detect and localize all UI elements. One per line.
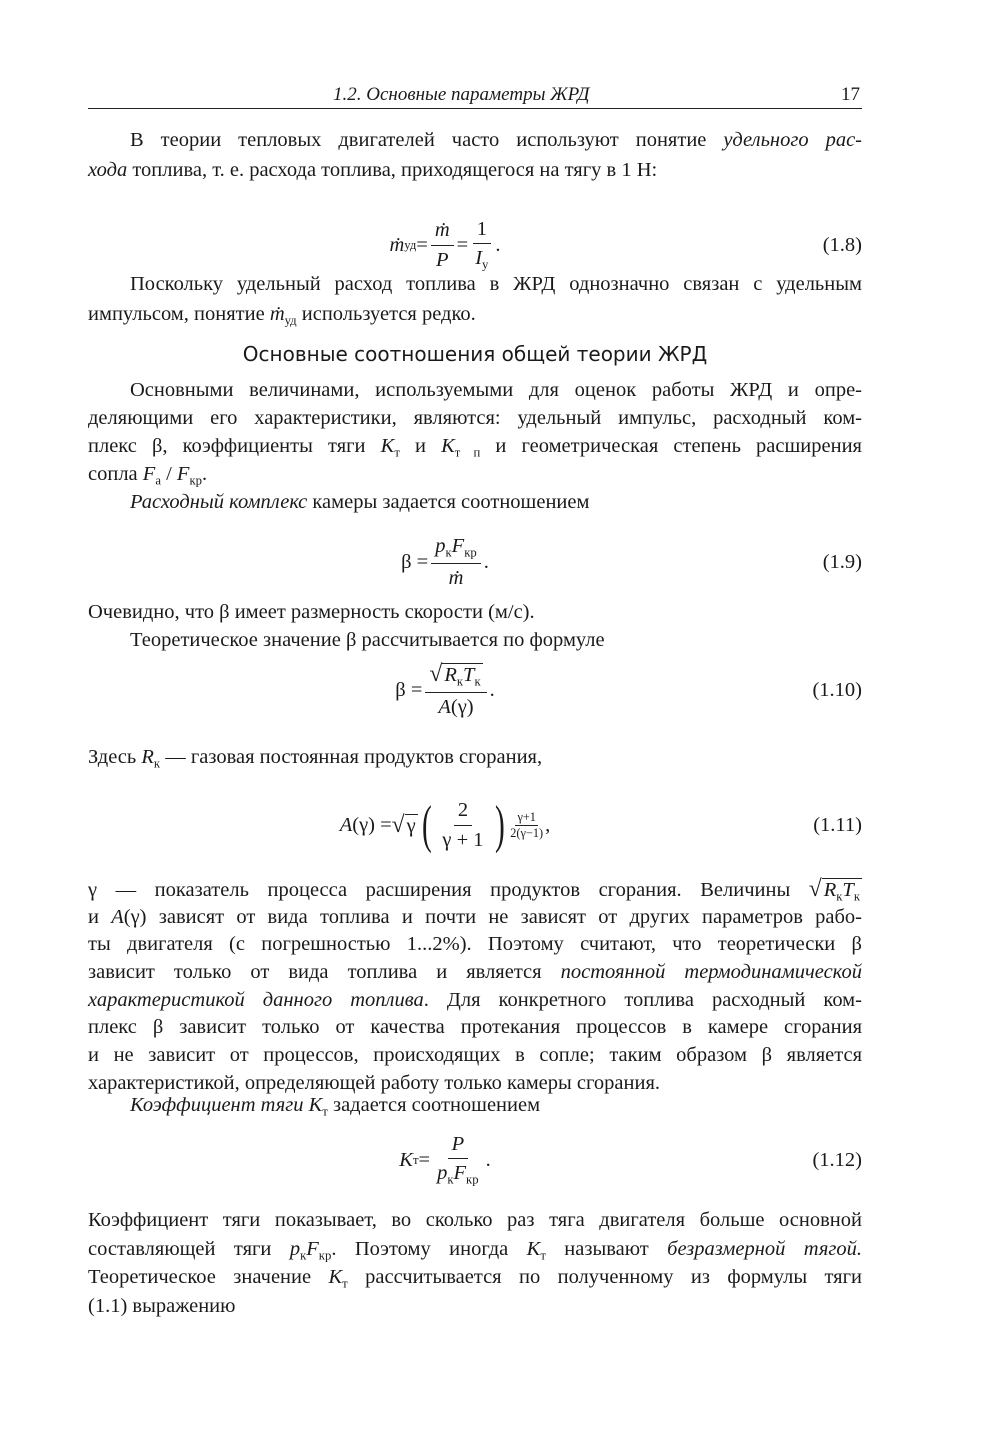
text-run: и не зависит от процессов, происходящих в сопле; таким образом β является [88, 1044, 862, 1067]
text-run: рассчитывается по полученному из формулы тяги [347, 1266, 862, 1288]
equation-body [88, 785, 802, 865]
text-line [88, 156, 862, 186]
math-symbol: K [328, 1266, 343, 1288]
text-run: — газовая постоянная продуктов сгорания, [160, 746, 543, 768]
subscript: к [474, 674, 481, 689]
subscript: уд [404, 237, 417, 252]
math-symbol: удельного рас- [723, 129, 862, 151]
text-run: Очевидно, что β имеет размерность скорости (м/с). [88, 601, 535, 623]
text-run: плекс β зависит только от качества протекания процессов в камере сгорания [88, 1016, 862, 1039]
fraction [431, 218, 454, 272]
fraction [471, 217, 492, 273]
text-line [88, 299, 862, 329]
parenthesized-group [418, 795, 509, 855]
text-run: / [160, 463, 177, 485]
text-run: и [399, 435, 442, 457]
text-run: 2(γ−1) [510, 825, 544, 840]
paragraph [88, 1091, 862, 1119]
subscript: к [153, 756, 161, 771]
radical-sign: √ [808, 876, 822, 902]
text-run: (1.1) выражению [88, 1294, 236, 1317]
text-run: Здесь [88, 746, 142, 768]
square-root [429, 660, 482, 690]
math-symbol: p [289, 1237, 301, 1260]
radicand [405, 814, 418, 837]
text-run: (γ) зависят от вида топлива и почти не зависят от других параметров рабо- [123, 905, 863, 928]
numerator [431, 534, 480, 564]
math-symbol: P [435, 248, 449, 271]
text-run: камеры задается соотношением [307, 491, 590, 513]
right-paren: ) [494, 795, 505, 855]
subscript: к [300, 1247, 307, 1262]
text-run: используется редко. [296, 303, 476, 325]
subscript: т [394, 445, 400, 460]
equation-body [88, 1120, 802, 1200]
text-line [88, 432, 862, 460]
text-line [88, 1263, 862, 1292]
math-symbol: ṁ [434, 218, 450, 241]
text-run: зависит только от вида топлива и является [88, 961, 561, 984]
text-run: γ [406, 814, 416, 837]
radicand [822, 878, 862, 904]
text-line [88, 126, 862, 156]
text-run: β = [395, 678, 423, 701]
equation [88, 785, 862, 865]
math-symbol: постоянной термодинамической [560, 961, 862, 984]
subscript: а [155, 473, 161, 488]
subscript: т [540, 1247, 546, 1262]
paragraph [88, 876, 862, 1098]
subscript: к [853, 889, 860, 904]
math-symbol: характеристикой данного топлива [88, 988, 424, 1011]
math-symbol: p [437, 1162, 448, 1185]
text-run: = [456, 233, 469, 256]
text-run: Теоретическое значение β рассчитывается по формуле [130, 629, 605, 651]
text-run: (γ) [450, 696, 474, 719]
text-line [88, 1091, 862, 1119]
math-symbol: F [453, 1162, 467, 1185]
text-run: , [545, 813, 551, 836]
math-symbol: A [438, 696, 451, 719]
text-line [88, 269, 862, 299]
text-run: топлива, т. е. расхода топлива, приходящегося на тягу в 1 Н: [127, 158, 658, 181]
text-run: γ+1 [517, 809, 536, 824]
subscript: т [412, 1152, 419, 1167]
text-run: . [483, 550, 489, 573]
text-run: составляющей тяги [88, 1237, 290, 1260]
equation-number: (1.11) [813, 814, 862, 836]
math-symbol: P [451, 1132, 465, 1155]
text-run: . [201, 463, 208, 485]
radicand [442, 663, 482, 689]
running-header-title: 1.2. Основные параметры ЖРД [333, 84, 590, 105]
radical-sign: √ [429, 661, 443, 688]
text-line [88, 460, 862, 488]
paragraph [88, 1206, 862, 1320]
text-run: . Поэтому иногда [331, 1237, 527, 1260]
square-root [392, 812, 418, 839]
text-run: характеристикой, определяющей работу только камеры сгорания. [88, 1071, 661, 1094]
subscript: к [456, 674, 464, 689]
subscript: кр [318, 1247, 332, 1262]
denominator [508, 826, 545, 841]
text-run: . [495, 233, 501, 256]
math-symbol: I [475, 247, 483, 270]
denominator [438, 826, 487, 853]
subscript: у [482, 257, 489, 272]
text-run: 2 [457, 798, 469, 821]
math-symbol: F [451, 534, 465, 557]
subscript: кр [464, 545, 477, 560]
text-run: = [416, 233, 428, 256]
math-symbol: p [435, 534, 446, 557]
math-symbol: A [111, 905, 124, 928]
text-run: сопла [88, 463, 143, 485]
text-run: плекс β, коэффициенты тяги [88, 435, 381, 457]
numerator [515, 810, 538, 826]
paragraph [88, 126, 862, 185]
text-run: (γ) = [352, 813, 392, 836]
subscript: к [447, 1172, 454, 1187]
text-line [88, 1292, 862, 1321]
text-run: γ — показатель процесса расширения продуктов сгорания. Величины [88, 879, 809, 901]
text-line [88, 376, 862, 404]
fraction [508, 810, 545, 841]
numerator [425, 660, 486, 693]
denominator [433, 1159, 482, 1188]
text-run: Коэффициент тяги показывает, во сколько раз тяга двигателя больше основной [88, 1209, 862, 1231]
math-symbol: R [141, 746, 154, 768]
denominator [445, 564, 468, 591]
math-symbol: R [444, 664, 457, 687]
math-symbol: безразмерной тягой. [667, 1237, 862, 1260]
text-run: Основными величинами, используемыми для оценок работы ЖРД и опре- [130, 379, 862, 401]
text-run: = [418, 1148, 431, 1171]
subscript: к [836, 889, 843, 904]
text-run: . Для конкретного топлива расходный ком- [423, 988, 862, 1011]
fraction [433, 1132, 482, 1188]
math-symbol: K [441, 435, 455, 457]
text-line [88, 959, 862, 987]
paragraph [88, 376, 862, 488]
equation-number: (1.8) [822, 234, 862, 256]
math-symbol: Коэффициент тяги K [130, 1094, 323, 1116]
text-line [88, 1042, 862, 1070]
text-run: и [88, 905, 112, 928]
subscript: кр [466, 1172, 479, 1187]
equation [88, 1120, 862, 1200]
subscript: кр [189, 473, 202, 488]
math-symbol: Расходный комплекс [130, 491, 308, 513]
subscript: к [445, 545, 452, 560]
numerator [454, 798, 472, 826]
numerator [448, 1132, 469, 1160]
math-symbol: T [463, 664, 475, 687]
subscript: уд [284, 313, 297, 328]
page-number: 17 [841, 84, 860, 105]
numerator [431, 218, 454, 246]
text-run: β = [401, 550, 429, 573]
equation-number: (1.9) [822, 551, 862, 573]
math-symbol: K [399, 1148, 413, 1171]
text-line [88, 488, 862, 516]
text-run: задается соотношением [327, 1094, 541, 1116]
equation-body [88, 522, 802, 602]
math-symbol: K [526, 1237, 541, 1260]
left-paren: ( [421, 795, 432, 855]
math-symbol: F [306, 1237, 319, 1260]
text-run: деляющими его характеристики, являются: удельный импульс, расходный ком- [88, 407, 862, 429]
math-symbol: ṁ [448, 566, 464, 589]
text-line [88, 743, 862, 771]
subscript: т [342, 1276, 348, 1291]
fraction [431, 534, 480, 590]
math-symbol: ṁ [269, 303, 285, 325]
text-run: γ + 1 [442, 828, 484, 851]
text-line [88, 1206, 862, 1235]
paragraph [88, 488, 862, 516]
text-line [88, 598, 862, 626]
text-line [88, 987, 862, 1015]
fraction [438, 798, 487, 852]
text-line [88, 1014, 862, 1042]
paragraph [88, 598, 862, 626]
equation [88, 650, 862, 730]
text-run: Теоретическое значение [88, 1266, 329, 1288]
paragraph [88, 743, 862, 771]
denominator [434, 693, 477, 720]
equation [88, 522, 862, 602]
math-symbol: хода [88, 158, 128, 181]
text-run: . [489, 678, 495, 701]
text-line [88, 931, 862, 959]
radical-sign: √ [391, 811, 405, 838]
subscript: т [322, 1104, 328, 1119]
text-line [88, 904, 862, 932]
subscript: т п [454, 445, 481, 460]
text-run: . [485, 1148, 491, 1171]
math-symbol: R [823, 879, 837, 901]
text-run: называют [545, 1237, 668, 1260]
text-run: и геометрическая степень расширения [480, 435, 862, 457]
math-symbol: F [142, 463, 156, 485]
text-run: 1 [476, 217, 487, 240]
math-symbol: F [176, 463, 190, 485]
fraction [425, 660, 486, 719]
paragraph [88, 269, 862, 329]
text-run: импульсом, понятие [88, 303, 270, 325]
running-header [88, 84, 862, 109]
section-heading: Основные соотношения общей теории ЖРД [242, 342, 708, 366]
text-line [88, 404, 862, 432]
math-symbol: K [380, 435, 395, 457]
text-run: ты двигателя (с погрешностью 1...2%). Поэтому считают, что теоретически β [88, 933, 862, 956]
text-line [88, 1235, 862, 1264]
equation-number: (1.10) [812, 679, 862, 701]
math-symbol: A [339, 813, 353, 836]
text-line [88, 876, 862, 904]
equation-body [88, 650, 802, 730]
math-symbol: T [842, 879, 854, 901]
text-run: Поскольку удельный расход топлива в ЖРД однозначно связан с удельным [130, 273, 862, 295]
text-run: В теории тепловых двигателей часто используют понятие [130, 129, 724, 151]
equation-number: (1.12) [812, 1149, 862, 1171]
numerator [473, 217, 491, 245]
math-symbol: ṁ [389, 233, 405, 256]
